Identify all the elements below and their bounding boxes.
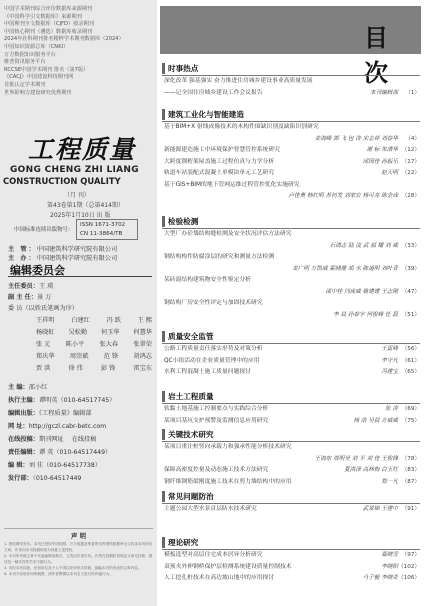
catalog-list bbox=[4, 6, 154, 97]
notice-block bbox=[4, 528, 153, 577]
section-title: 常见问题防治 bbox=[168, 491, 214, 501]
section-title: 质量安全监管 bbox=[168, 331, 214, 341]
article-title: ——记全国住房城乡建设工作会议报告 bbox=[164, 89, 263, 96]
issue-number: 第43卷第1期（总第414期） bbox=[47, 202, 124, 209]
journal-english-name: CONSTRUCTION QUALITY bbox=[3, 176, 121, 186]
article-entry[interactable] bbox=[162, 404, 420, 416]
section-title: 时事热点 bbox=[168, 63, 199, 73]
section-header bbox=[162, 490, 420, 502]
article-entry[interactable] bbox=[162, 275, 420, 287]
section-marker bbox=[162, 331, 165, 342]
article-entry[interactable] bbox=[162, 477, 420, 489]
article-page: （65） bbox=[401, 369, 420, 375]
journal-pinyin: GONG CHENG ZHI LIANG bbox=[10, 165, 139, 175]
article-title: 钢纤维钢筋梁刚度施工技术在剪力墙结构中的应用 bbox=[164, 478, 292, 485]
section-header bbox=[162, 428, 420, 440]
exec-editor-row: 执行主编：谭明英（010-64517745） bbox=[8, 397, 116, 404]
notice-paragraph: 2. 本刊所刊载文章不代表编辑部观点，文责由作者自负。作者在投稿时须保证文章无抄袭、剽窃及一稿多投等学术不端行为。 bbox=[4, 554, 153, 564]
frequency-label: （月 刊） bbox=[64, 192, 90, 199]
article-page: （91） bbox=[401, 506, 420, 512]
article-title: 某项目重注桩竖向承载力和强承性能分析技术研究 bbox=[164, 444, 292, 450]
vice-director-row: 副 主 任：景 万 bbox=[8, 294, 52, 301]
divider bbox=[8, 276, 152, 277]
article-author: 李晓阳 bbox=[381, 563, 398, 570]
member-row: 杨晓虹 吴松勤 何玉华 何慧华 bbox=[36, 329, 152, 336]
catalog-item: 《中国科学引文数据库》来源期刊 bbox=[4, 13, 82, 20]
toc-section bbox=[162, 390, 420, 427]
member-row: 张 元 陈小平 张大春 张翠荣 bbox=[36, 341, 152, 348]
article-entry[interactable] bbox=[162, 122, 420, 134]
article-author: 本刊编辑部 bbox=[370, 89, 398, 96]
catalog-item: RCCSE中国学术期刊 排名（第7版） bbox=[4, 66, 89, 73]
article-author: 冯建宝 bbox=[381, 369, 398, 375]
owner-row: 主 管：中国建筑科学研究院有限公司 bbox=[8, 246, 118, 253]
article-author: 王海东 周明昊 刘 平 刘 佳 王俊锋 bbox=[314, 455, 398, 462]
section-marker bbox=[162, 216, 165, 227]
article-entry[interactable] bbox=[162, 180, 420, 192]
article-title: 新能源建造施工中环境保护智慧管控系统研究 bbox=[164, 147, 280, 153]
section-marker bbox=[162, 491, 165, 502]
article-author: 石鸿志 陆 凌 武 福 耀 刘 威 bbox=[329, 242, 398, 249]
article-page: （22） bbox=[401, 170, 420, 176]
notice-body bbox=[4, 541, 153, 577]
section-title: 关键技术研究 bbox=[168, 429, 214, 439]
article-title: QC小组活动在企业质量管理中的应用 bbox=[164, 357, 260, 364]
section-title: 理论研究 bbox=[168, 537, 199, 547]
article-page: （97） bbox=[401, 552, 420, 558]
submission-row: 在线投稿：期刊网址 在线投稿 bbox=[8, 436, 97, 443]
article-page: （106） bbox=[398, 575, 420, 581]
article-author: 姜广明 万凯威 霍晓珊 胡 水 陈道明 刘叶青 bbox=[292, 265, 398, 272]
catalog-item: 维普资讯服务平台 bbox=[4, 59, 46, 66]
section-marker bbox=[162, 63, 165, 74]
article-page: （39） bbox=[401, 265, 420, 272]
article-author: 邱国佳 孙振乐 bbox=[362, 158, 398, 165]
publisher-row: 编辑出版：《工程质量》编辑部 bbox=[8, 410, 92, 417]
issn: ISSN 1671-3702 bbox=[80, 222, 126, 228]
article-page: （61） bbox=[401, 357, 420, 364]
article-title: 主题公园大型水景首层防水技术研究 bbox=[164, 506, 257, 512]
section-title: 检验检测 bbox=[168, 216, 199, 226]
article-title: 公路工程质量责任落实形势及对策分析 bbox=[164, 346, 263, 352]
catalog-item: 中国学术期刊综合评价数据库来源期刊 bbox=[4, 6, 93, 12]
member-row: 王祥明 白建红 冯 跃 王 熙 bbox=[36, 317, 152, 324]
distribution-row: 发行部：（010-64517449 bbox=[8, 475, 82, 482]
section-marker bbox=[162, 391, 165, 402]
article-entry[interactable] bbox=[162, 367, 420, 379]
member-row: 贾 洪 徐 伟 彭 锋 雷宝东 bbox=[36, 365, 152, 372]
toc-section bbox=[162, 215, 420, 321]
section-header bbox=[162, 536, 420, 548]
catalog-item: 中国期刊全文数据库（CJFD）收录期刊 bbox=[4, 21, 94, 28]
toc-section bbox=[162, 490, 420, 516]
article-entry[interactable] bbox=[162, 344, 420, 356]
article-entry[interactable] bbox=[162, 550, 420, 562]
article-title: 人工挖孔桩技术在高边坡山地中的应用探讨 bbox=[164, 575, 275, 581]
standard-number-label: 中国标准连续出版物号： bbox=[14, 227, 74, 233]
article-page: （33） bbox=[401, 242, 420, 249]
article-author: 姜海峰 郭 飞 包 涛 宋志祥 刘春华 bbox=[314, 135, 398, 142]
article-title: 大跨度钢桁架屋盖施工过程仿真与力学分析 bbox=[164, 158, 275, 165]
article-entry[interactable] bbox=[162, 229, 420, 241]
article-title: 基于BIM+X 射线成像技术的木构件围缺识别及缺陷识别研究 bbox=[164, 124, 319, 130]
section-title: 岩土工程质量 bbox=[168, 391, 214, 401]
article-entry[interactable] bbox=[162, 298, 420, 310]
catalog-item: 中国知识资源总库（CNKI） bbox=[4, 43, 69, 50]
article-author: 张 涛 bbox=[385, 406, 398, 412]
article-entry[interactable] bbox=[162, 416, 420, 428]
catalog-item: 首批认定学术期刊 bbox=[4, 81, 46, 88]
members-label: 委 员（以姓氏笔画为序） bbox=[8, 305, 79, 312]
catalog-item: 中国核心期刊（遴选）数据库收录期刊 bbox=[4, 28, 93, 35]
toc-section bbox=[162, 62, 420, 99]
article-title: 某项目基坑支护预警及监测信息应用研究 bbox=[164, 417, 269, 424]
section-marker bbox=[162, 109, 165, 120]
article-title: 某砖混结构建筑物安全性鉴定分析 bbox=[164, 277, 251, 283]
responsible-editor-row: 责任编辑：谭 英（010-64517449） bbox=[8, 449, 112, 456]
article-title: 软黏土地基施工控制要点与实践综合分析 bbox=[164, 406, 269, 412]
article-entry[interactable] bbox=[162, 573, 420, 585]
section-header bbox=[162, 330, 420, 342]
article-page: （4） bbox=[405, 135, 420, 142]
editor-row: 编 辑：刘 佳（010-64517738） bbox=[8, 462, 101, 469]
article-entry[interactable] bbox=[162, 157, 420, 169]
article-page: （83） bbox=[401, 467, 420, 473]
notice-title: 声 明 bbox=[70, 532, 86, 540]
article-author: 葛晓雪 bbox=[381, 552, 398, 558]
article-author: 李守凡 bbox=[381, 357, 398, 364]
toc-section bbox=[162, 330, 420, 379]
article-entry[interactable] bbox=[162, 134, 420, 146]
member-row: 郑庆华 周崇斌 范 锋 胡鸿志 bbox=[36, 353, 152, 360]
article-entry[interactable] bbox=[162, 442, 420, 454]
article-page: （56） bbox=[401, 346, 420, 352]
section-header bbox=[162, 108, 420, 120]
toc-panel bbox=[160, 0, 427, 606]
article-page: （87） bbox=[401, 478, 420, 485]
article-author: 邵中桂 闫成威 姚建建 王志刚 bbox=[325, 288, 398, 295]
article-title: 基于GIS+BIM的地下管网运维过程管控优化实施研究 bbox=[164, 181, 300, 188]
article-page: （47） bbox=[401, 288, 420, 295]
catalog-item: 世界影响力建设研究优秀期刊 bbox=[4, 89, 72, 96]
article-page: （12） bbox=[401, 147, 420, 153]
article-title: 钢结构构件防腐涂层的研究和测量方法检测 bbox=[164, 254, 275, 260]
article-entry[interactable] bbox=[162, 88, 420, 100]
article-page: （78） bbox=[401, 455, 420, 462]
article-author: 王雷峰 bbox=[381, 346, 398, 352]
article-page: （102） bbox=[398, 563, 420, 570]
section-title: 建筑工业化与智能建造 bbox=[168, 109, 244, 119]
article-author: 郑一凡 bbox=[381, 478, 398, 485]
article-title: 保障高密度控量及动态施工技术方法研究 bbox=[164, 467, 269, 473]
publication-date: 2025年1月10日 出 版 bbox=[50, 212, 111, 219]
issn-box bbox=[76, 219, 138, 240]
article-entry[interactable] bbox=[162, 76, 420, 88]
section-header bbox=[162, 390, 420, 402]
website-row: 网 址：http://gczl.cabr-betc.com bbox=[8, 423, 107, 430]
journal-logo: 工程质量 bbox=[28, 135, 137, 164]
article-entry[interactable] bbox=[162, 191, 420, 203]
cn-number: CN 11-3864/TB bbox=[80, 230, 123, 237]
section-marker bbox=[162, 429, 165, 440]
article-entry[interactable] bbox=[162, 145, 420, 157]
editorial-board-title: 编辑委员会 bbox=[10, 264, 65, 277]
article-title: 深化改革 强基强实 奋力推进住房城乡建设事业高质量发展 bbox=[164, 78, 313, 84]
article-author: 李 晨 孙春宇 何俊峰 任 磊 bbox=[333, 311, 398, 318]
article-title: 模板选型对高层住宅成本居异分析研究 bbox=[164, 552, 263, 558]
article-page: （51） bbox=[401, 311, 420, 318]
article-entry[interactable] bbox=[162, 264, 420, 276]
article-entry[interactable] bbox=[162, 310, 420, 322]
article-author: 武景锦 王建中 bbox=[362, 506, 398, 512]
article-author: 谢 标 朱清华 bbox=[366, 147, 398, 153]
sponsor-row: 主 办：中国建筑科学研究院有限公司 bbox=[8, 255, 118, 262]
article-title: 双预夹外伸钢桥保护层检测系统建设质量控制技术 bbox=[164, 563, 292, 570]
article-entry[interactable] bbox=[162, 562, 420, 574]
catalog-item: 《CACJ》中国建设科技期刊网 bbox=[4, 74, 74, 81]
article-entry[interactable] bbox=[162, 287, 420, 299]
article-author: 夏洪泽 高林梅 白玉红 bbox=[344, 467, 398, 473]
director-row: 主任委员：王 瑛 bbox=[8, 283, 54, 290]
article-page: （28） bbox=[401, 193, 420, 199]
catalog-item: 万方数据知识服务平台 bbox=[4, 51, 56, 58]
article-entry[interactable] bbox=[162, 465, 420, 477]
article-author: 赵天明 bbox=[381, 170, 398, 176]
article-title: 大型厂办砼墙结构缝检测及安全状况评估方法研究 bbox=[164, 231, 292, 237]
article-entry[interactable] bbox=[162, 168, 420, 180]
toc-section bbox=[162, 428, 420, 488]
article-entry[interactable] bbox=[162, 504, 420, 516]
article-entry[interactable] bbox=[162, 241, 420, 253]
article-entry[interactable] bbox=[162, 454, 420, 466]
article-title: 钢结构厂房安全性评定与加固技术研究 bbox=[164, 300, 263, 306]
article-title: 轨道车站装配式混凝土单模块单元工艺研究 bbox=[164, 170, 275, 176]
article-page: （69） bbox=[401, 406, 420, 412]
article-page: （1） bbox=[405, 89, 420, 96]
toc-section bbox=[162, 108, 420, 203]
article-entry[interactable] bbox=[162, 252, 420, 264]
article-title: 水利工程混凝土施工质量问题探讨 bbox=[164, 369, 251, 375]
section-header bbox=[162, 215, 420, 227]
article-page: （17） bbox=[401, 158, 420, 165]
notice-paragraph: 1. 授权网络发布。本刊已授权中国知网、万方数据及维普资讯等网络数据库全文收录本刊所有文章，作者向本刊投稿即视为同意上述授权。 bbox=[4, 542, 153, 552]
article-page: （75） bbox=[401, 417, 420, 424]
notice-paragraph: 3. 未经本刊同意，任何单位及个人不得以任何形式转载、摘编本刊所发表的文章内容。 bbox=[4, 566, 142, 570]
toc-section bbox=[162, 536, 420, 585]
left-panel bbox=[0, 0, 157, 606]
section-header bbox=[162, 62, 420, 74]
article-author: 马子毅 李晓奇 bbox=[362, 575, 398, 581]
toc-title: 目 次 bbox=[364, 23, 396, 87]
online-submit-link[interactable]: 在线投稿 bbox=[71, 436, 97, 443]
section-marker bbox=[162, 537, 165, 548]
catalog-item: 2024年社科期刊排名精粹学术期刊数据库（2024） bbox=[4, 36, 124, 43]
editor-in-chief-row: 主 编：邵小红 bbox=[8, 384, 48, 391]
website-link[interactable]: http://gczl.cabr-betc.com bbox=[28, 423, 107, 430]
notice-paragraph: 4. 本刊不收取任何审稿费，请作者警惕以本刊名义进行的诈骗行为。 bbox=[4, 572, 113, 576]
article-author: 卢佳奥 韩红明 苏钊发 刘家宏 杨可亮 陈金成 bbox=[288, 193, 398, 199]
article-author: 杨 浩 吴晨 方威威 bbox=[353, 417, 398, 424]
article-entry[interactable] bbox=[162, 356, 420, 368]
